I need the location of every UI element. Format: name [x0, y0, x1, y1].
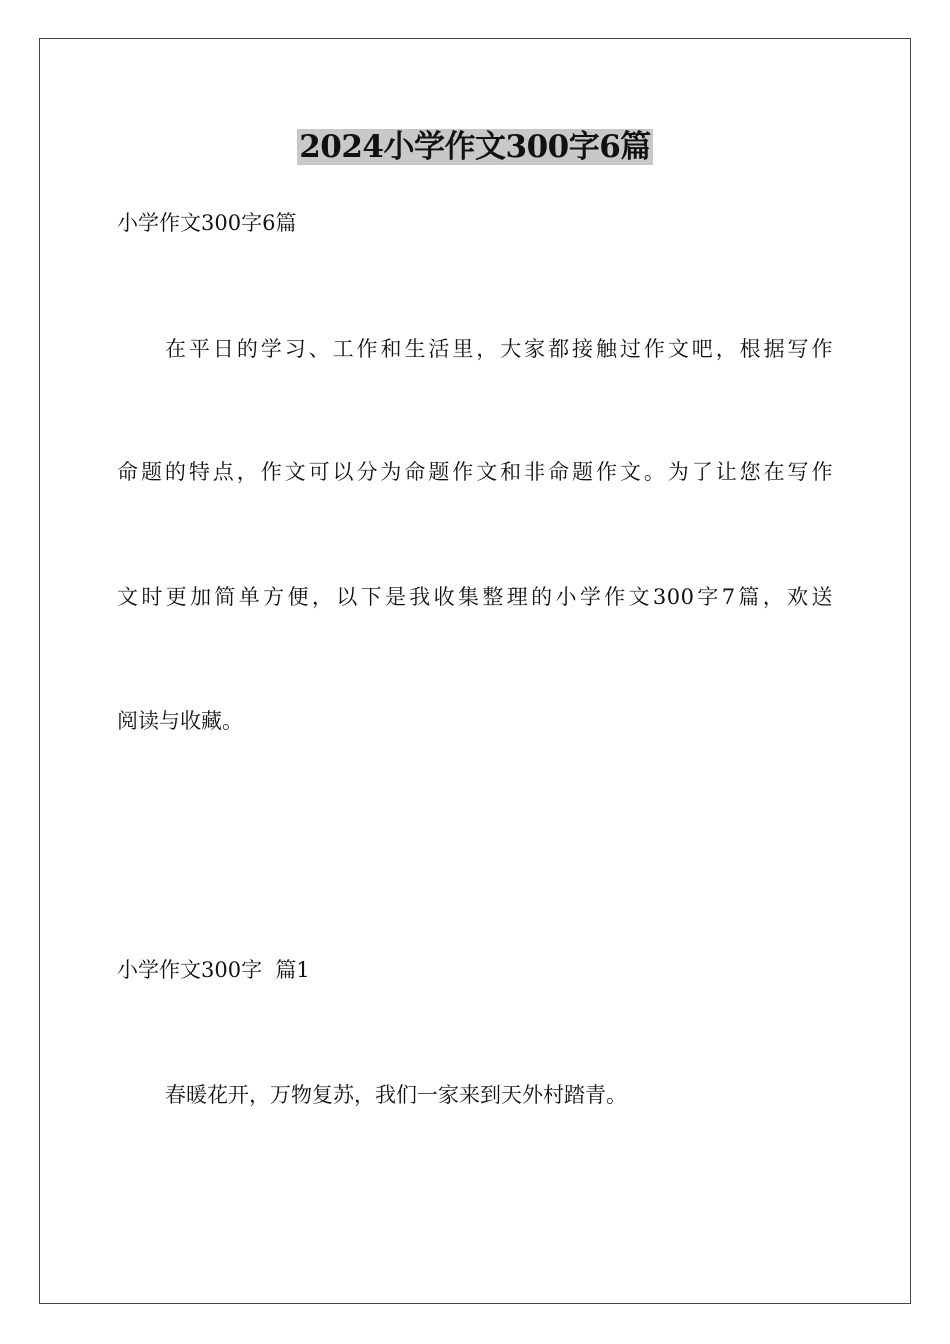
document-subtitle: 小学作文300字6篇: [117, 211, 297, 235]
intro-line-4: 阅读与收藏。: [117, 709, 243, 733]
section-heading: 小学作文300字 篇1: [117, 958, 310, 982]
intro-line-3: 文时更加简单方便，以下是我收集整理的小学作文300字7篇，欢送: [117, 585, 833, 609]
intro-line-1: 在平日的学习、工作和生活里，大家都接触过作文吧，根据写作: [165, 337, 833, 361]
document-title: [0, 126, 950, 168]
intro-line-2: 命题的特点，作文可以分为命题作文和非命题作文。为了让您在写作: [117, 460, 833, 484]
document-title-text: 2024小学作文300字6篇: [299, 129, 651, 165]
section-paragraph-line-1: 春暖花开，万物复苏，我们一家来到天外村踏青。: [165, 1083, 627, 1107]
